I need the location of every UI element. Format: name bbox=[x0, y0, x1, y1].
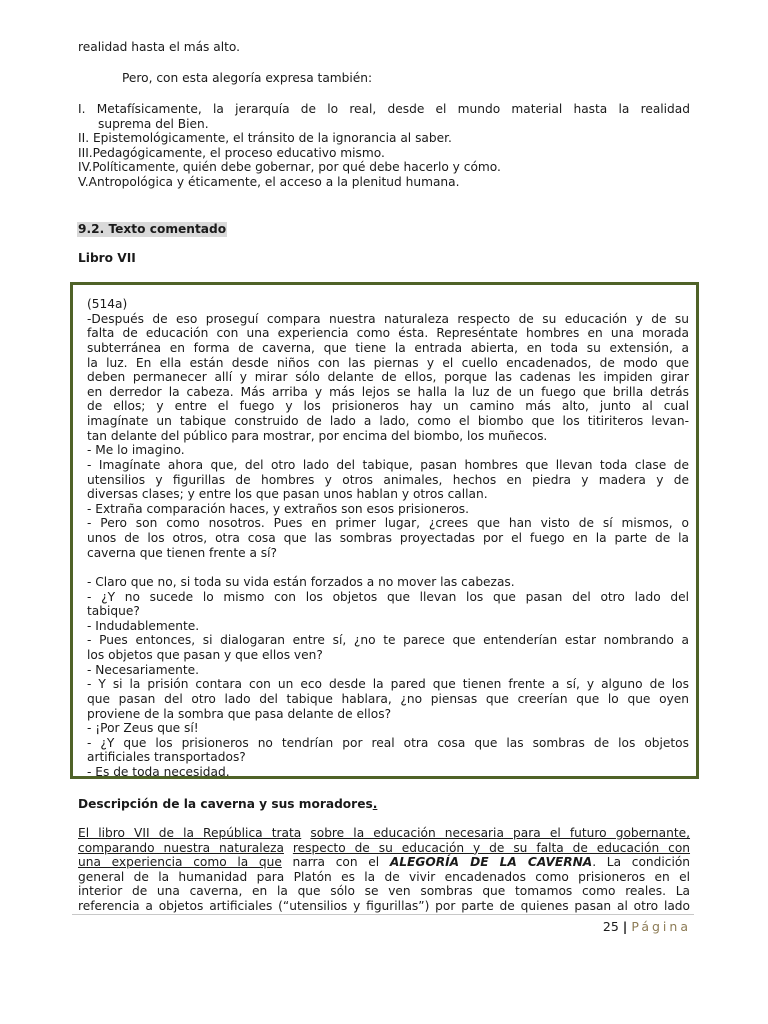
quote-line: en derredor la cabeza. Más arriba y más lejos se halla la luz de un fuego que brilla detrás bbox=[87, 384, 689, 399]
list-item-text: Metafísicamente, la jerarquía de lo real, desde el mundo material hasta la realidad bbox=[96, 102, 691, 116]
text-span bbox=[284, 841, 293, 855]
quote-line: - Me lo imagino. bbox=[87, 443, 185, 458]
list-marker: IV. bbox=[78, 160, 93, 175]
list-item bbox=[78, 131, 690, 146]
paragraph-line bbox=[78, 826, 690, 841]
list-item-text: Antropológica y éticamente, el acceso a la plenitud humana. bbox=[88, 174, 460, 189]
text-span: narra con el bbox=[281, 855, 390, 870]
quote-line: utensilios y figurillas de hombres y otros animales, hechos en piedra y madera y de bbox=[87, 472, 689, 487]
list-item bbox=[78, 102, 690, 131]
quote-line: la luz. En ella están desde niños con las piernas y el cuello encadenados, de modo que bbox=[87, 355, 689, 370]
description-heading-dot: . bbox=[372, 797, 378, 811]
list-item bbox=[78, 160, 690, 175]
quote-line: imagínate un tabique construido de lado a lado, como el biombo que los titiriteros levan- bbox=[87, 414, 689, 428]
paragraph-line: referencia a objetos artificiales (“utensilios y figurillas”) por parte de quienes pasan al otro lado bbox=[78, 898, 690, 913]
quote-line: - Necesariamente. bbox=[87, 662, 200, 677]
intro-lead: Pero, con esta alegoría expresa también: bbox=[122, 71, 373, 85]
paragraph-line bbox=[78, 841, 690, 856]
list-item-text: Epistemológicamente, el tránsito de la ignorancia al saber. bbox=[92, 131, 452, 146]
quote-line: caverna que tienen frente a sí? bbox=[87, 545, 278, 560]
quote-line: -Después de eso proseguí compara nuestra naturaleza respecto de su educación y de su bbox=[87, 311, 689, 326]
paragraph-line: general de la humanidad para Platón es la de vivir encadenados como prisioneros en el bbox=[78, 869, 690, 884]
quote-line: tabique? bbox=[87, 604, 140, 619]
quote-line: tan delante del público para mostrar, por encima del biombo, los muñecos. bbox=[87, 428, 548, 443]
list-item bbox=[78, 175, 690, 190]
underlined-text: El libro VII de la República trata bbox=[78, 826, 302, 840]
list-item bbox=[78, 146, 690, 161]
quote-line: - Imagínate ahora que, del otro lado del tabique, pasan hombres que llevan toda clase de bbox=[87, 457, 689, 472]
quote-text bbox=[87, 297, 689, 780]
quote-line: - Pero son como nosotros. Pues en primer lugar, ¿crees que han visto de sí mismos, o bbox=[87, 516, 689, 531]
list-marker: II. bbox=[78, 131, 90, 146]
page-number: 25 bbox=[602, 919, 619, 934]
quote-line: falta de educación con una experiencia como ésta. Represéntate hombres en una morada bbox=[87, 326, 689, 341]
quote-line: - Extraña comparación haces, y extraños son esos prisioneros. bbox=[87, 501, 470, 516]
list-marker: III. bbox=[78, 145, 93, 160]
quote-line: - Indudablemente. bbox=[87, 618, 200, 633]
description-heading bbox=[78, 797, 377, 811]
quote-line: - ¡Por Zeus que sí! bbox=[87, 721, 199, 736]
footer-separator: | bbox=[622, 919, 628, 934]
quote-line bbox=[87, 560, 689, 575]
quote-line: los objetos que pasan y que ellos ven? bbox=[87, 648, 323, 662]
quote-line: - ¿Y que los prisioneros no tendrían por real otra cosa que las sombras de los objetos bbox=[87, 735, 689, 750]
quote-line: - Es de toda necesidad. bbox=[87, 765, 230, 779]
list-marker: I. bbox=[78, 102, 86, 116]
quote-line: subterránea en forma de caverna, que tiene la entrada abierta, en toda su extensión, a bbox=[87, 340, 689, 355]
underlined-text: sobre la educación necesaria para el futuro gobernante, bbox=[310, 826, 691, 840]
quote-line: unos de los otros, otra cosa que las sombras proyectadas por el fuego en la parte de la bbox=[87, 531, 689, 545]
page-footer bbox=[603, 919, 691, 934]
underlined-text: respecto de su educación y de su falta de educación con bbox=[292, 840, 691, 855]
emphasis-text: ALEGORÍA DE LA CAVERNA bbox=[389, 855, 593, 870]
text-span: . La condición bbox=[592, 855, 691, 870]
list-item-continuation: suprema del Bien. bbox=[98, 116, 209, 131]
quote-line: - ¿Y no sucede lo mismo con los objetos que llevan los que pasan del otro lado del bbox=[87, 589, 689, 604]
intro-line: realidad hasta el más alto. bbox=[78, 40, 241, 54]
quote-line: de ellos; y entre el fuego y los prisioneros hay un camino más alto, junto al cual bbox=[87, 399, 689, 414]
quote-line: diversas clases; y entre los que pasan unos hablan y otros callan. bbox=[87, 487, 488, 502]
list-item-text: Políticamente, quién debe gobernar, por qué debe hacerlo y cómo. bbox=[92, 160, 501, 175]
description-heading-text: Descripción de la caverna y sus moradores bbox=[78, 797, 373, 811]
subsection-heading: Libro VII bbox=[78, 251, 136, 265]
quote-line: deben permanecer allí y mirar sólo delante de ellos, porque las cadenas les impiden girar bbox=[87, 370, 689, 385]
quote-line: artificiales transportados? bbox=[87, 750, 246, 765]
quote-line: que pasan del otro lado del tabique hablara, ¿no piensas que creerían que lo que oyen bbox=[87, 691, 689, 706]
quote-line: - Claro que no, si toda su vida están forzados a no mover las cabezas. bbox=[87, 574, 515, 589]
paragraph-line: interior de una caverna, en la que sólo se ven sombras que tomamos como reales. La bbox=[78, 884, 690, 899]
list-marker: V. bbox=[78, 174, 89, 189]
quote-line: (514a) bbox=[87, 297, 128, 311]
list-item-text: Pedagógicamente, el proceso educativo mismo. bbox=[92, 145, 385, 160]
section-heading: 9.2. Texto comentado bbox=[78, 222, 227, 236]
paragraph-line bbox=[78, 855, 690, 870]
page-label: Página bbox=[631, 919, 691, 934]
quote-line: - Y si la prisión contara con un eco desde la pared que tienen frente a sí, y alguno de los bbox=[87, 677, 689, 692]
footer-divider bbox=[72, 914, 694, 915]
aspects-list bbox=[78, 102, 690, 190]
quote-line: proviene de la sombra que pasa delante de ellos? bbox=[87, 706, 392, 721]
description-paragraph bbox=[78, 826, 690, 914]
underlined-text: una experiencia como la que bbox=[78, 855, 282, 870]
quote-line: - Pues entonces, si dialogaran entre sí, ¿no te parece que entenderían estar nombrando a bbox=[87, 633, 689, 648]
underlined-text: comparando nuestra naturaleza bbox=[78, 840, 284, 855]
